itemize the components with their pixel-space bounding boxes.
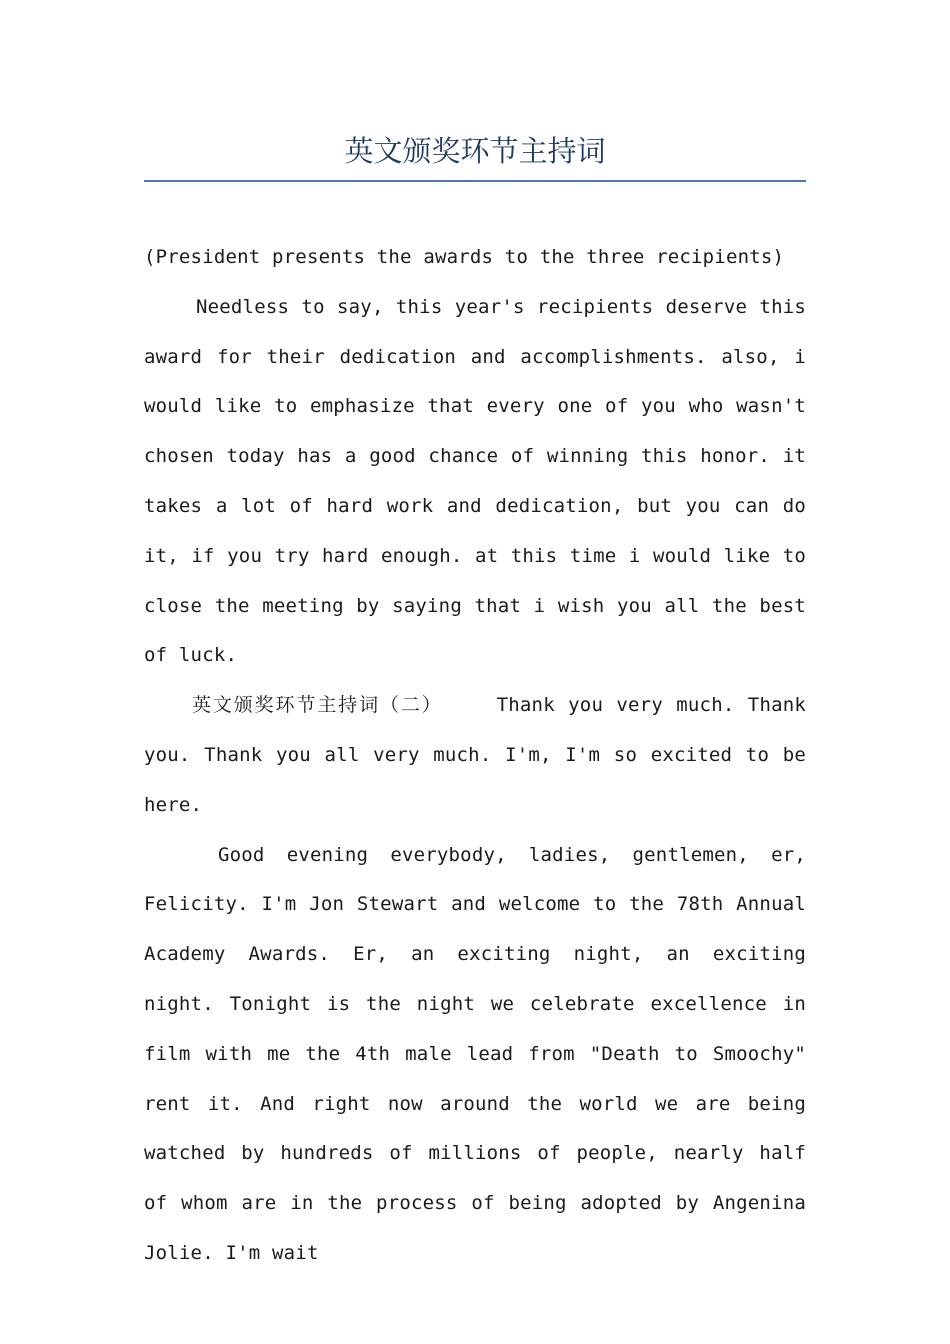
title-underline [144,180,806,182]
section-heading: 英文颁奖环节主持词（二） [192,694,443,717]
paragraph-intro: (President presents the awards to the three recipients) [144,246,785,268]
section-text: Thank you very much. Thank you. Thank you all very much. I'm, I'm so excited to be here. [144,694,806,816]
paragraph-host-speech: Good evening everybody, ladies, gentlemen, er, Felicity. I'm Jon Stewart and welcome to the 78th Annual Academy Awards. Er, an exciting night, an exciting night. Tonight is the night we celebrate excellence in film with me the 4th male lead from "Death to Smoochy" rent it. And right now around the world we are being watched by hundreds of millions of people, nearly half of whom are in the process of being adopted by Angenina Jolie. I'm wait [144,843,806,1264]
paragraph-section-two [144,681,806,830]
page-title: 英文颁奖环节主持词 [344,134,606,168]
document-body [144,233,806,1279]
paragraph-closing-remarks: Needless to say, this year's recipients deserve this award for their dedication and accomplishments. also, i would like to emphasize that every one of you who wasn't chosen today has a good chance of winning this honor. it takes a lot of hard work and dedication, but you can do it, if you try hard enough. at this time i would like to close the meeting by saying that i wish you all the best of luck. [144,295,806,667]
